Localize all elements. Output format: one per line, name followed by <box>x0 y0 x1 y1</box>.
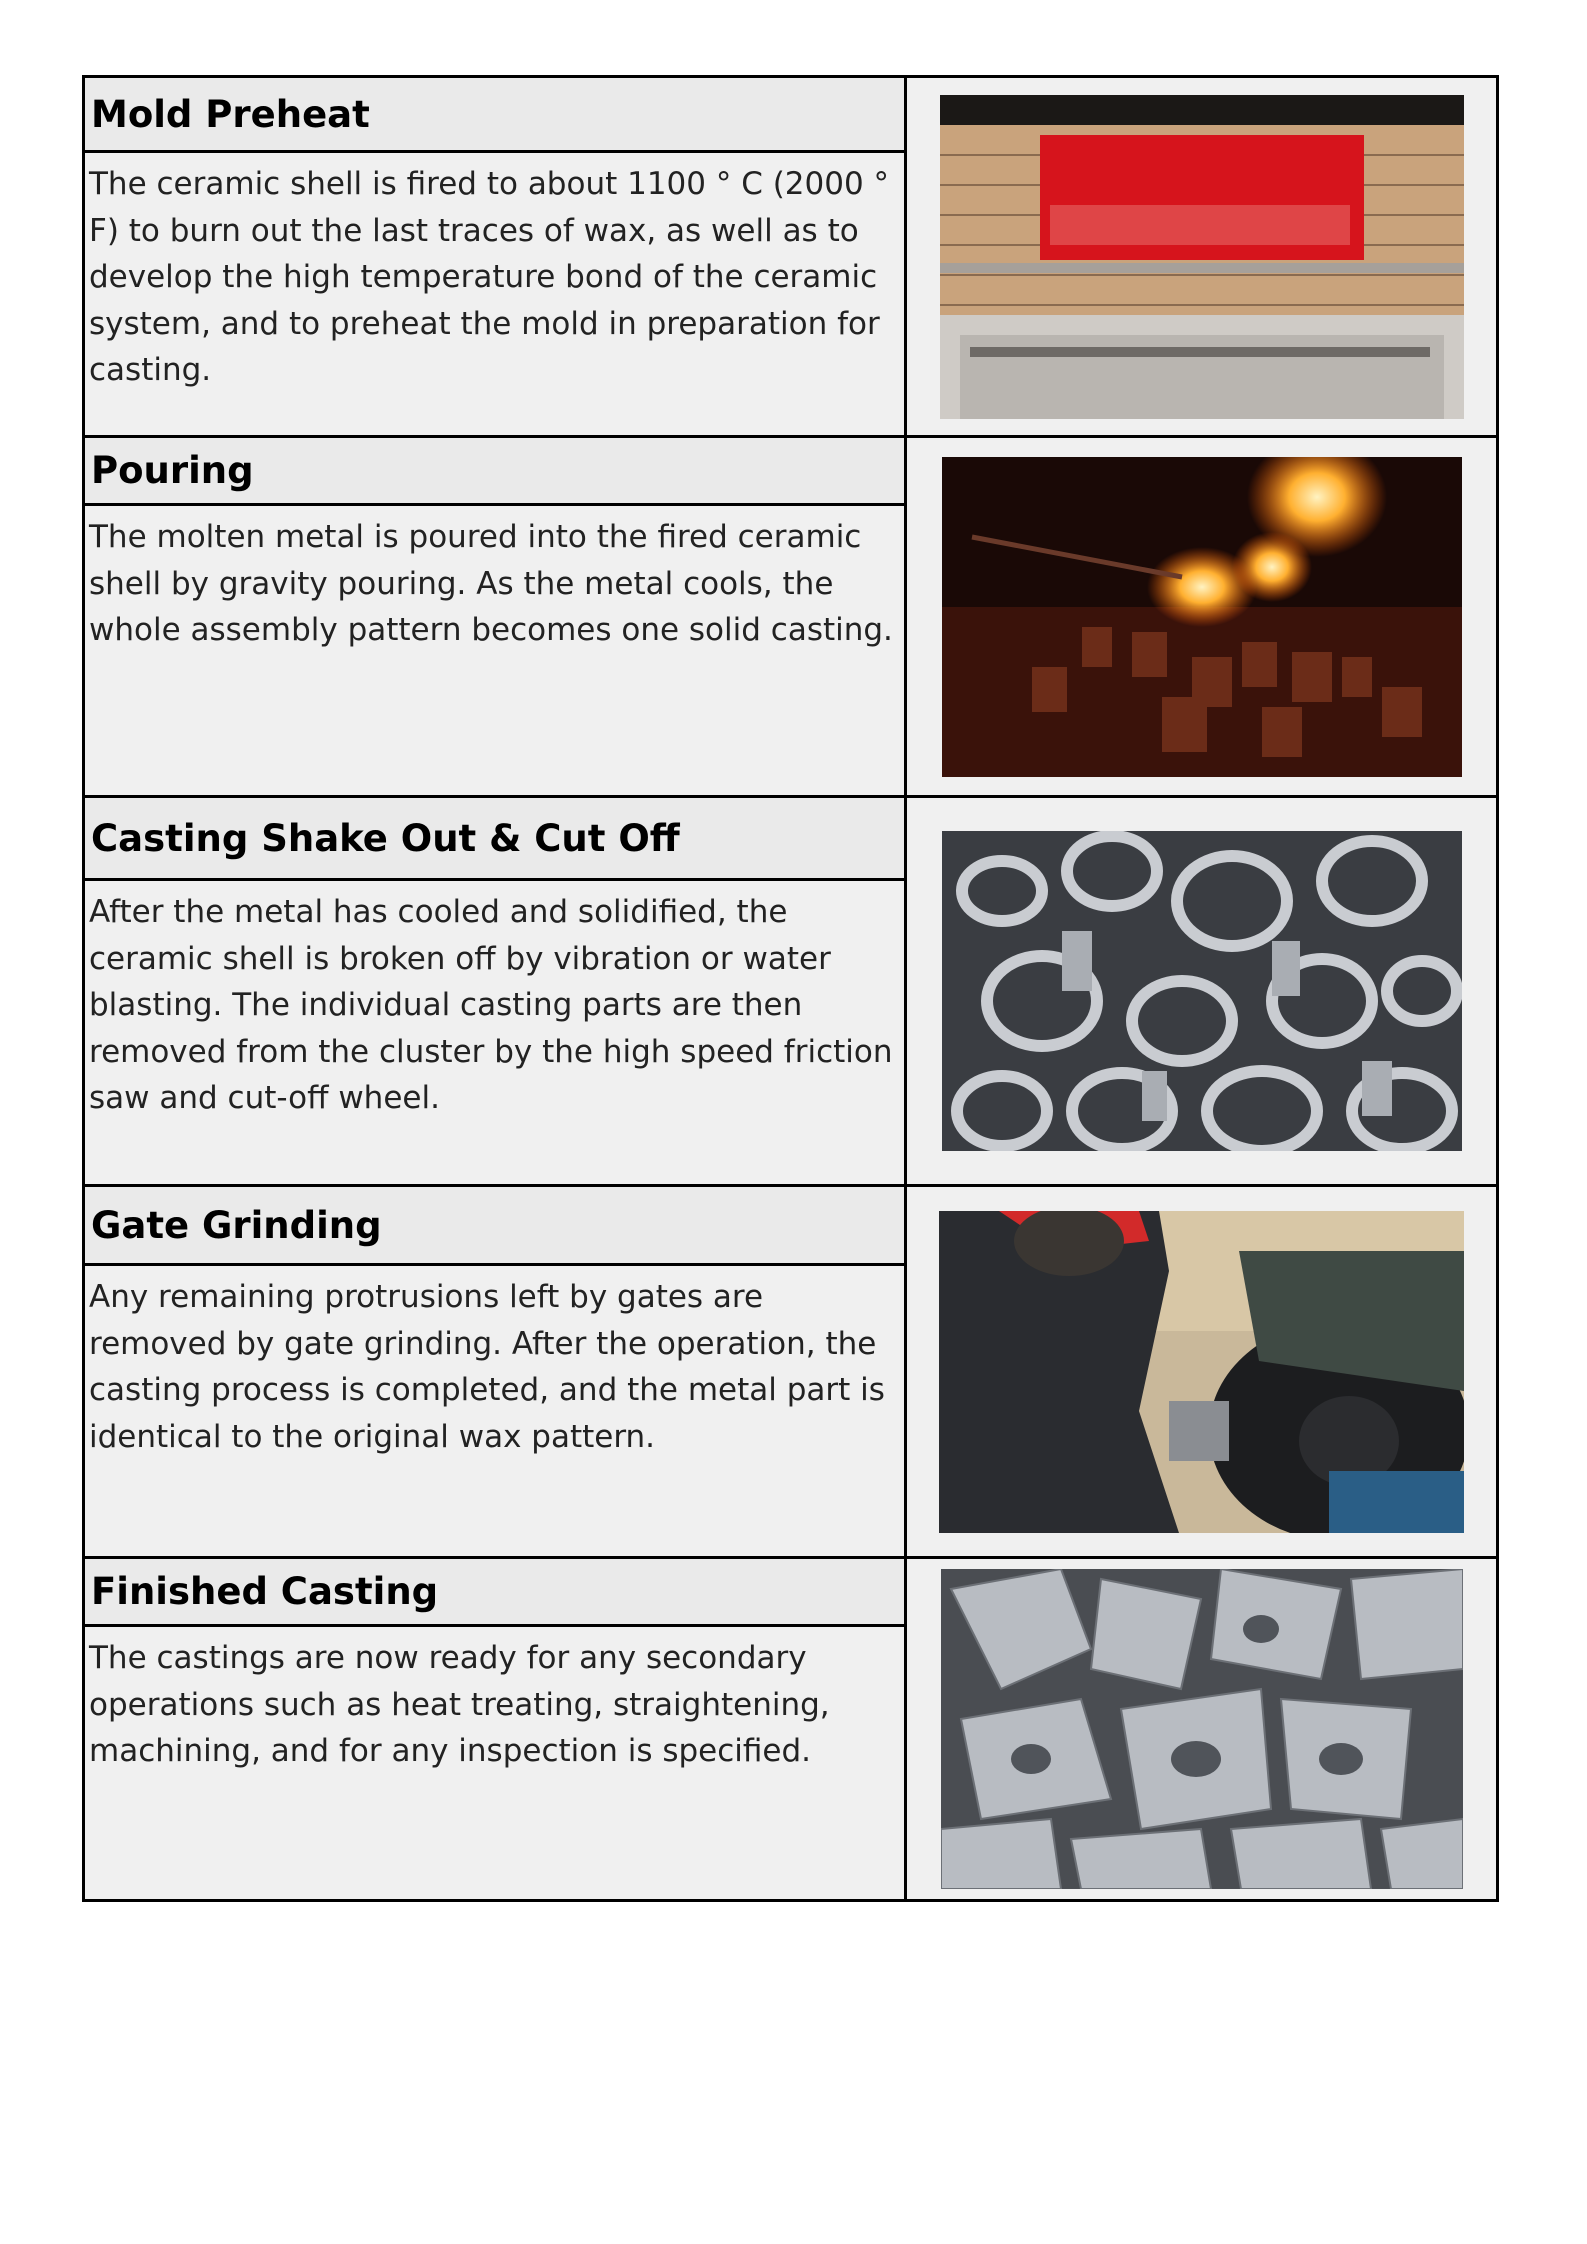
image-cell <box>907 798 1496 1184</box>
section-title: Casting Shake Out & Cut Off <box>91 816 680 860</box>
section-title: Pouring <box>91 449 254 492</box>
castings-pile-photo <box>942 831 1462 1151</box>
heading-cell <box>85 798 904 881</box>
body-cell <box>85 506 904 795</box>
section-body: Any remaining protrusions left by gates are removed by gate grinding. After the operation, the casting process is completed, and the metal part is identical to the original wax pattern. <box>89 1279 885 1455</box>
section-title: Gate Grinding <box>91 1203 382 1247</box>
section-title: Mold Preheat <box>91 92 370 136</box>
section-body: After the metal has cooled and solidified, the ceramic shell is broken off by vibration or water blasting. The individual casting parts are then removed from the cluster by the high speed friction saw and cut-off wheel. <box>89 894 893 1116</box>
section-body: The ceramic shell is fired to about 1100 ° C (2000 ° F) to burn out the last traces of wax, as well as to develop the high temperature bond of the ceramic system, and to preheat the mold in preparation for casting. <box>89 166 890 388</box>
furnace-photo <box>940 95 1464 419</box>
table-row-finished-casting <box>85 1559 1496 1899</box>
grinding-photo <box>939 1211 1464 1533</box>
text-column <box>85 1187 907 1556</box>
process-table <box>82 75 1499 1902</box>
heading-cell <box>85 1559 904 1627</box>
finished-parts-photo <box>941 1569 1463 1889</box>
body-cell <box>85 881 904 1184</box>
body-cell <box>85 153 904 435</box>
table-row-gate-grinding <box>85 1187 1496 1559</box>
body-cell <box>85 1627 904 1899</box>
table-row-shake-out <box>85 798 1496 1187</box>
text-column <box>85 78 907 435</box>
section-body: The castings are now ready for any secondary operations such as heat treating, straightening, machining, and for any inspection is specified. <box>89 1640 830 1769</box>
heading-cell <box>85 438 904 506</box>
image-cell <box>907 1187 1496 1556</box>
table-row-mold-preheat <box>85 78 1496 438</box>
section-body: The molten metal is poured into the fired ceramic shell by gravity pouring. As the metal cools, the whole assembly pattern becomes one solid casting. <box>89 519 893 648</box>
text-column <box>85 438 907 795</box>
image-cell <box>907 1559 1496 1899</box>
body-cell <box>85 1266 904 1556</box>
heading-cell <box>85 1187 904 1266</box>
pouring-photo <box>942 457 1462 777</box>
image-cell <box>907 78 1496 435</box>
text-column <box>85 798 907 1184</box>
image-cell <box>907 438 1496 795</box>
section-title: Finished Casting <box>91 1570 439 1613</box>
heading-cell <box>85 78 904 153</box>
text-column <box>85 1559 907 1899</box>
table-row-pouring <box>85 438 1496 798</box>
